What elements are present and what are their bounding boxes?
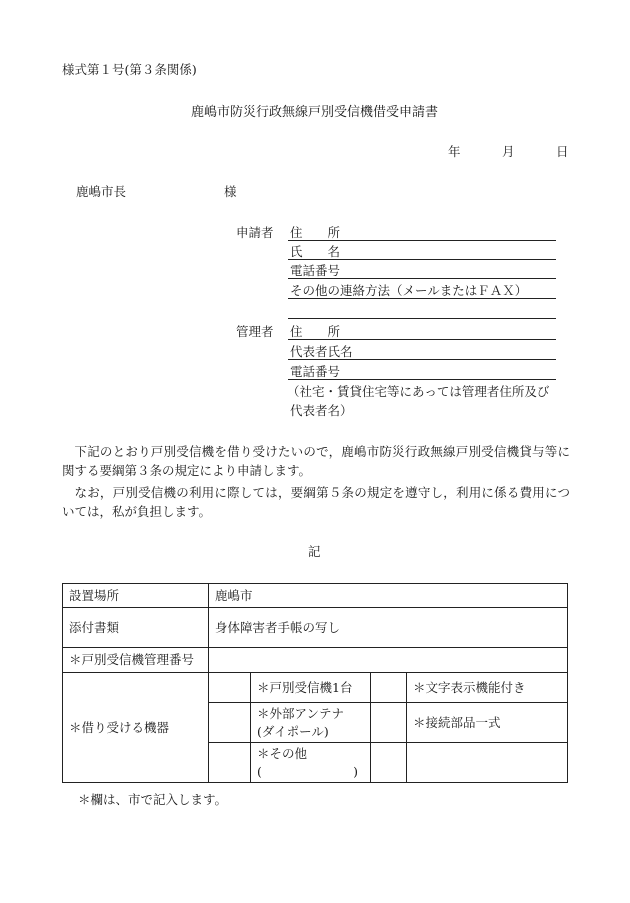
- item3-checkbox-cell[interactable]: [209, 703, 251, 743]
- applicant-label: 申請者: [236, 225, 274, 240]
- item1-checkbox-cell[interactable]: [209, 673, 251, 703]
- page-title: 鹿嶋市防災行政無線戸別受信機借受申請書: [191, 105, 439, 120]
- applicant-other-contact-field-2[interactable]: [288, 318, 556, 319]
- manager-phone-field[interactable]: [288, 379, 556, 380]
- item6-checkbox-cell[interactable]: [371, 743, 407, 783]
- applicant-name-label: 氏 名: [290, 244, 341, 259]
- footnote: ＊欄は、市で記入します。: [78, 792, 228, 807]
- item5-other-field[interactable]: [257, 763, 364, 781]
- item3-label: [251, 703, 371, 743]
- ki-heading: 記: [308, 544, 321, 559]
- applicant-address-field[interactable]: [288, 240, 556, 241]
- applicant-other-contact-label: その他の連絡方法（メールまたはＦＡＸ）: [290, 283, 528, 298]
- item3-label-line2: (ダイポール): [257, 723, 329, 739]
- manager-label: 管理者: [236, 324, 274, 339]
- manager-address-label: 住 所: [290, 324, 341, 339]
- form-number: 様式第１号(第３条関係): [62, 62, 197, 77]
- body-paragraph-1: 下記のとおり戸別受信機を借り受けたいので，鹿嶋市防災行政無線戸別受信機貸与等に関する要綱第３条の規定により申請します。: [62, 444, 570, 478]
- mgmt-number-label: ＊戸別受信機管理番号: [63, 648, 209, 673]
- equipment-table: [62, 583, 568, 783]
- item2-checkbox-cell[interactable]: [371, 673, 407, 703]
- attachment-label: 添付書類: [63, 608, 209, 648]
- addressee-honorific: 様: [224, 184, 237, 199]
- manager-address-field[interactable]: [288, 339, 556, 340]
- location-value: 鹿嶋市: [209, 584, 568, 608]
- item4-checkbox-cell[interactable]: [371, 703, 407, 743]
- item4-label: ＊接続部品一式: [407, 703, 568, 743]
- applicant-other-contact-field-1[interactable]: [288, 298, 556, 299]
- manager-phone-label: 電話番号: [290, 364, 341, 379]
- item5-close-paren: ): [353, 763, 358, 779]
- item1-label: ＊戸別受信機1台: [251, 673, 371, 703]
- addressee-name: 鹿嶋市長: [76, 184, 127, 199]
- location-label: 設置場所: [63, 584, 209, 608]
- manager-rep-name-field[interactable]: [288, 359, 556, 360]
- mgmt-number-field[interactable]: [209, 648, 568, 673]
- item3-label-line1: ＊外部アンテナ: [257, 705, 345, 721]
- item6-empty-cell: [407, 743, 568, 783]
- manager-rep-name-label: 代表者氏名: [290, 344, 353, 359]
- manager-note-line1: （社宅・賃貸住宅等にあっては管理者住所及び: [287, 384, 550, 399]
- applicant-address-label: 住 所: [290, 225, 341, 240]
- equipment-label: ＊借り受ける機器: [63, 673, 209, 783]
- date-month: 月: [502, 144, 515, 159]
- applicant-phone-field[interactable]: [288, 278, 556, 279]
- item5-label-line1: ＊その他: [257, 745, 308, 761]
- item5-label: [251, 743, 371, 783]
- item5-checkbox-cell[interactable]: [209, 743, 251, 783]
- item2-label: ＊文字表示機能付き: [407, 673, 568, 703]
- item5-open-paren: (: [257, 763, 262, 779]
- date-year: 年: [448, 144, 461, 159]
- applicant-name-field[interactable]: [288, 259, 556, 260]
- attachment-value: 身体障害者手帳の写し: [209, 608, 568, 648]
- manager-note-line2: 代表者名）: [290, 403, 353, 418]
- applicant-phone-label: 電話番号: [290, 263, 341, 278]
- body-paragraph-2: なお，戸別受信機の利用に際しては，要綱第５条の規定を遵守し，利用に係る費用については，私が負担します。: [62, 485, 570, 519]
- date-day: 日: [556, 144, 569, 159]
